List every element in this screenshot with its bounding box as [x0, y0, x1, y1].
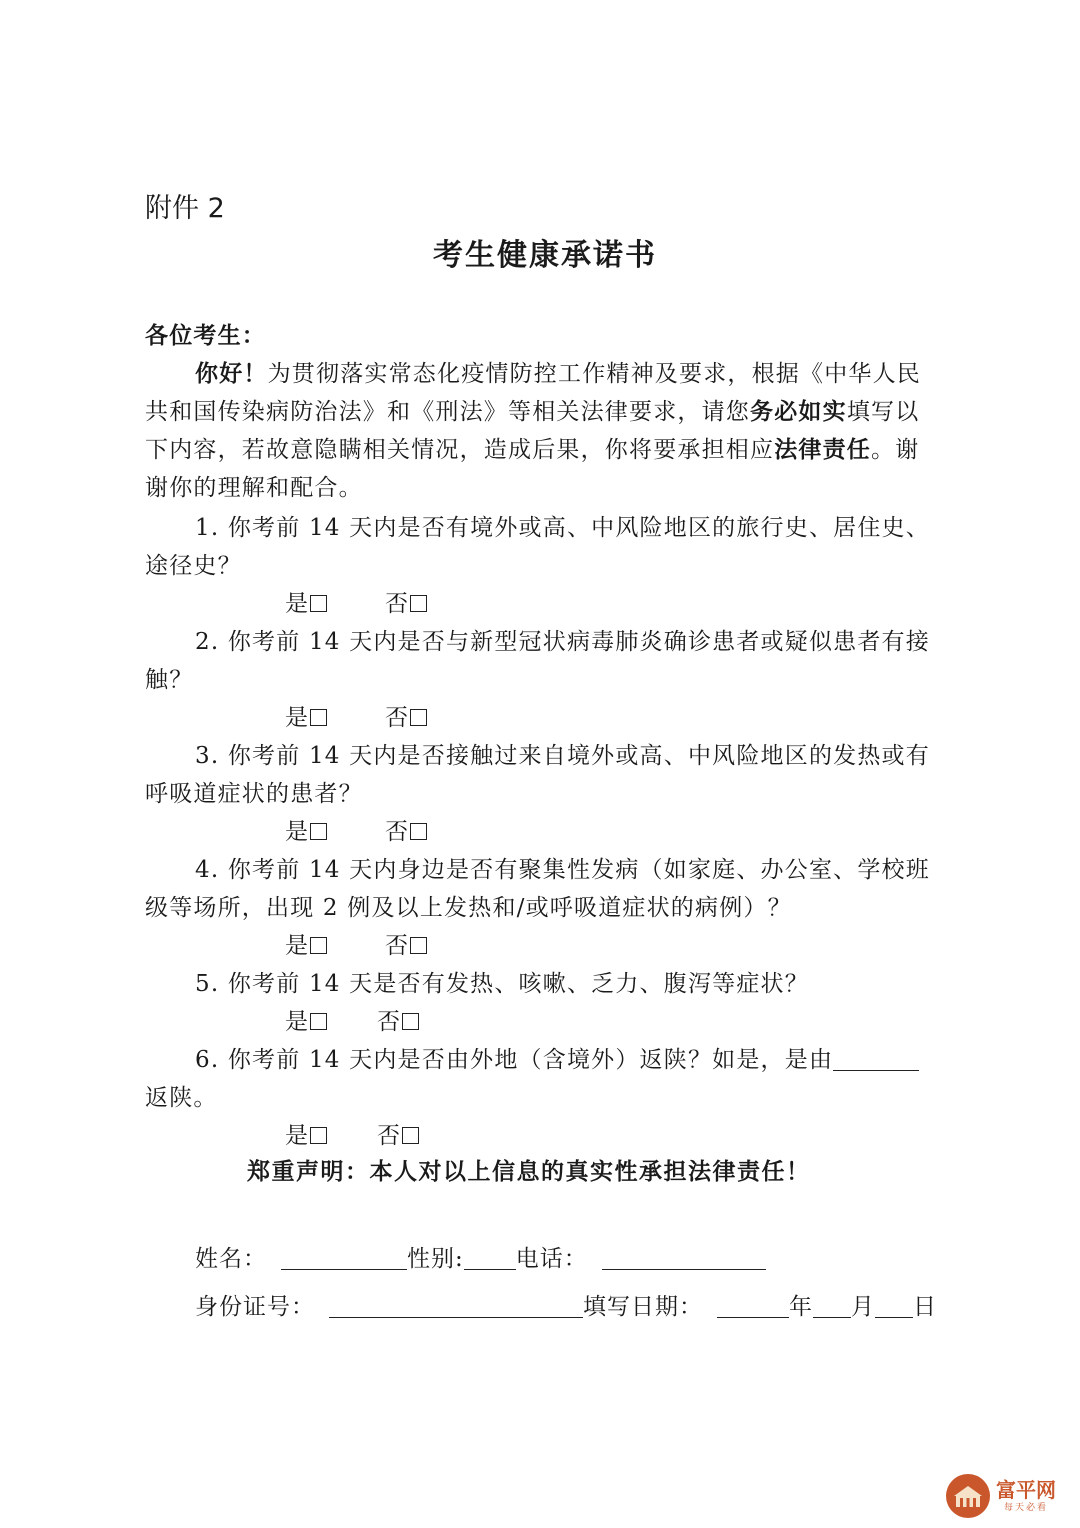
checkbox[interactable]: [310, 1013, 327, 1030]
gender-label: 性别:: [407, 1246, 464, 1272]
intro-line-1: [195, 355, 921, 388]
intro-emphasis: 务必如实: [750, 398, 847, 425]
attachment-label: 附件 2: [145, 193, 225, 224]
question-4-cont: 级等场所，出现 2 例及以上发热和/或呼吸道症状的病例）？: [145, 895, 792, 921]
checkbox[interactable]: [402, 1013, 419, 1030]
intro-text: 下内容，若故意隐瞒相关情况，造成后果，你将要承担相应: [145, 437, 775, 463]
checkbox[interactable]: [310, 1127, 327, 1144]
id-label: 身份证号：: [195, 1294, 315, 1320]
declaration: 郑重声明：本人对以上信息的真实性承担法律责任！: [247, 1158, 811, 1185]
month-label: 月: [851, 1294, 875, 1320]
answer-row-6: [285, 1117, 419, 1150]
form-row-1: [195, 1240, 766, 1273]
name-label: 姓名：: [195, 1246, 267, 1272]
intro-text: 填写以: [846, 399, 920, 425]
checkbox[interactable]: [310, 595, 327, 612]
checkbox[interactable]: [410, 709, 427, 726]
no-option[interactable]: 否: [385, 813, 427, 846]
no-option[interactable]: 否: [385, 585, 427, 618]
yes-option[interactable]: 是: [285, 927, 327, 960]
yes-option[interactable]: 是: [285, 699, 327, 732]
day-label: 日: [913, 1294, 937, 1320]
origin-blank[interactable]: [833, 1048, 919, 1071]
answer-row-5: [285, 1003, 419, 1036]
intro-line-4: 谢你的理解和配合。: [145, 475, 363, 501]
year-label: 年: [789, 1294, 813, 1320]
intro-text: 。谢: [871, 437, 920, 463]
month-field[interactable]: [813, 1295, 851, 1318]
intro-line-2: [145, 393, 919, 426]
gender-field[interactable]: [464, 1247, 516, 1270]
answer-row-4: [285, 927, 427, 960]
logo-slogan: 每天必看: [1004, 1503, 1049, 1513]
id-field[interactable]: [329, 1295, 583, 1318]
yes-option[interactable]: 是: [285, 1117, 327, 1150]
checkbox[interactable]: [310, 709, 327, 726]
question-2-cont: 触？: [145, 667, 194, 693]
no-option[interactable]: 否: [377, 1003, 419, 1036]
question-1-cont: 途径史？: [145, 553, 242, 579]
phone-label: 电话：: [515, 1246, 588, 1272]
name-field[interactable]: [281, 1247, 407, 1270]
checkbox[interactable]: [402, 1127, 419, 1144]
form-row-2: [195, 1288, 937, 1321]
salutation: 各位考生：: [145, 322, 266, 349]
no-option[interactable]: 否: [385, 699, 427, 732]
yes-option[interactable]: 是: [285, 1003, 327, 1036]
intro-greeting: 你好！: [195, 360, 268, 387]
question-5: 5. 你考前 14 天是否有发热、咳嗽、乏力、腹泻等症状？: [195, 971, 809, 997]
site-logo: [946, 1474, 1066, 1518]
building-icon: [946, 1474, 990, 1518]
year-field[interactable]: [717, 1295, 789, 1318]
question-6: 6. 你考前 14 天内是否由外地（含境外）返陕？如是，是由: [195, 1041, 919, 1074]
no-option[interactable]: 否: [385, 927, 427, 960]
question-3-cont: 呼吸道症状的患者？: [145, 781, 363, 807]
logo-name: 富平网: [996, 1478, 1056, 1502]
question-1: 1. 你考前 14 天内是否有境外或高、中风险地区的旅行史、居住史、: [195, 515, 930, 541]
answer-row-1: [285, 585, 427, 618]
document-title: 考生健康承诺书: [433, 238, 657, 273]
intro-line-3: [145, 431, 919, 464]
yes-option[interactable]: 是: [285, 813, 327, 846]
checkbox[interactable]: [310, 937, 327, 954]
intro-text: 共和国传染病防治法》和《刑法》等相关法律要求，请您: [145, 399, 750, 425]
answer-row-2: [285, 699, 427, 732]
question-6-cont: 返陕。: [145, 1085, 218, 1111]
checkbox[interactable]: [310, 823, 327, 840]
checkbox[interactable]: [410, 937, 427, 954]
question-3: 3. 你考前 14 天内是否接触过来自境外或高、中风险地区的发热或有: [195, 743, 930, 769]
no-option[interactable]: 否: [377, 1117, 419, 1150]
checkbox[interactable]: [410, 595, 427, 612]
date-label: 填写日期：: [583, 1294, 703, 1320]
checkbox[interactable]: [410, 823, 427, 840]
day-field[interactable]: [875, 1295, 913, 1318]
phone-field[interactable]: [602, 1247, 766, 1270]
question-4: 4. 你考前 14 天内身边是否有聚集性发病（如家庭、办公室、学校班: [195, 857, 930, 883]
yes-option[interactable]: 是: [285, 585, 327, 618]
question-2: 2. 你考前 14 天内是否与新型冠状病毒肺炎确诊患者或疑似患者有接: [195, 629, 930, 655]
intro-emphasis: 法律责任: [774, 436, 872, 463]
intro-text: 为贯彻落实常态化疫情防控工作精神及要求，根据《中华人民: [267, 361, 922, 387]
answer-row-3: [285, 813, 427, 846]
